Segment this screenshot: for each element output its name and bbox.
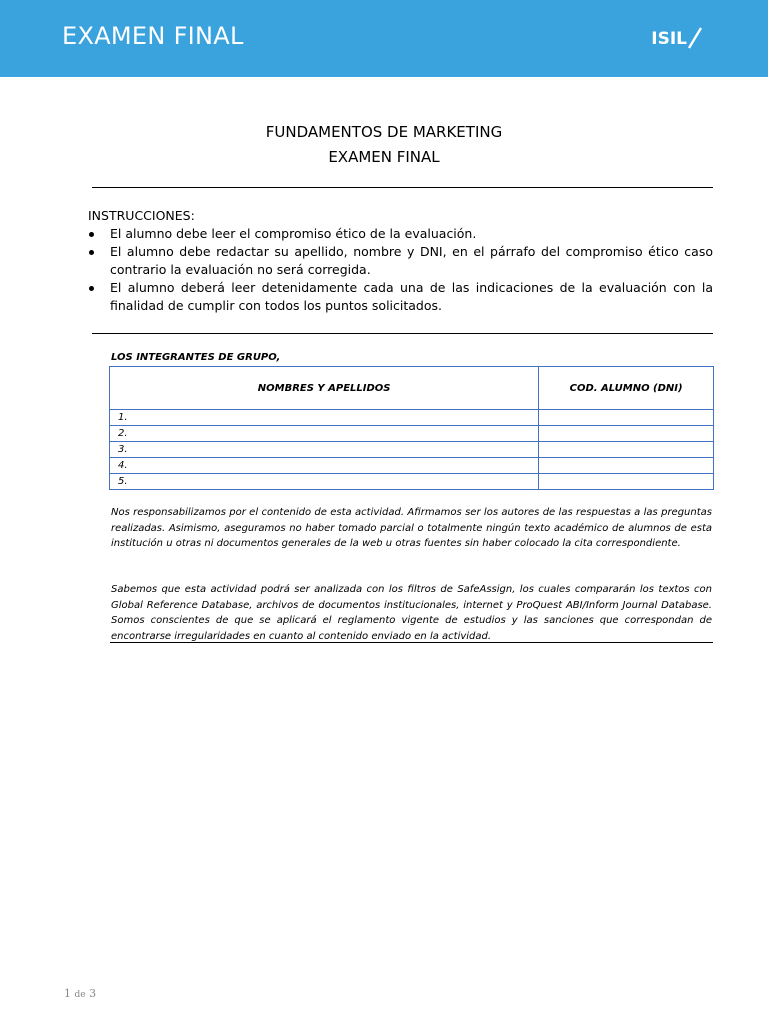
row-number[interactable]: 5. [110, 474, 539, 490]
commitment-paragraph-2: Sabemos que esta actividad podrá ser analizada con los filtros de SafeAssign, los cuales compararán los textos con Global Reference Database, archivos de documentos institucionales, internet y ProQuest ABI/Inform Journal Database. Somos conscientes de que se aplicará el reglamento vigente de estudios y las sanciones que correspondan de encontrarse irregularidades en cuanto al contenido enviado en la actividad. [111, 584, 712, 642]
row-number[interactable]: 4. [110, 458, 539, 474]
commitment-paragraph-1: Nos responsabilizamos por el contenido de esta actividad. Afirmamos ser los autores de las respuestas a las preguntas realizadas. Asimismo, aseguramos no haber tomado parcial o totalmente ningún texto académico de alumnos de esta institución u otras ni documentos generales de la web u otras fuentes sin haber colocado la cita correspondiente. [111, 507, 712, 549]
code-cell[interactable] [539, 458, 714, 474]
brand-text: ISIL [651, 29, 687, 49]
header-title: EXAMEN FINAL [62, 22, 244, 50]
divider-middle [92, 333, 713, 334]
row-number[interactable]: 2. [110, 426, 539, 442]
instructions-list [88, 225, 713, 315]
page-indicator [64, 987, 96, 1000]
instructions [88, 207, 713, 315]
instructions-heading: INSTRUCCIONES: [88, 208, 195, 223]
page-current: 1 [64, 987, 71, 1000]
table-row [110, 474, 714, 490]
page-total: 3 [89, 987, 97, 1000]
header-banner [0, 0, 768, 77]
row-number[interactable]: 3. [110, 442, 539, 458]
code-cell[interactable] [539, 442, 714, 458]
divider-bottom [110, 642, 713, 643]
slash-icon [688, 27, 702, 49]
table-row [110, 410, 714, 426]
code-cell[interactable] [539, 426, 714, 442]
col-header-code: COD. ALUMNO (DNI) [539, 367, 714, 410]
exam-title: EXAMEN FINAL [328, 148, 440, 166]
brand-logo [651, 27, 702, 49]
table-header-row [110, 367, 714, 410]
table-row [110, 426, 714, 442]
members-table [109, 366, 714, 490]
instruction-item: El alumno debe leer el compromiso ético de la evaluación. [88, 225, 713, 243]
row-number[interactable]: 1. [110, 410, 539, 426]
page-of: de [74, 990, 86, 1000]
instruction-item: El alumno deberá leer detenidamente cada una de las indicaciones de la evaluación con la finalidad de cumplir con todos los puntos solicitados. [88, 279, 713, 315]
group-label: LOS INTEGRANTES DE GRUPO, [111, 352, 281, 363]
instruction-item: El alumno debe redactar su apellido, nombre y DNI, en el párrafo del compromiso ético caso contrario la evaluación no será corregida. [88, 243, 713, 279]
table-row [110, 442, 714, 458]
code-cell[interactable] [539, 410, 714, 426]
col-header-names: NOMBRES Y APELLIDOS [110, 367, 539, 410]
course-title: FUNDAMENTOS DE MARKETING [265, 123, 503, 141]
divider-top [92, 187, 713, 188]
table-row [110, 458, 714, 474]
code-cell[interactable] [539, 474, 714, 490]
